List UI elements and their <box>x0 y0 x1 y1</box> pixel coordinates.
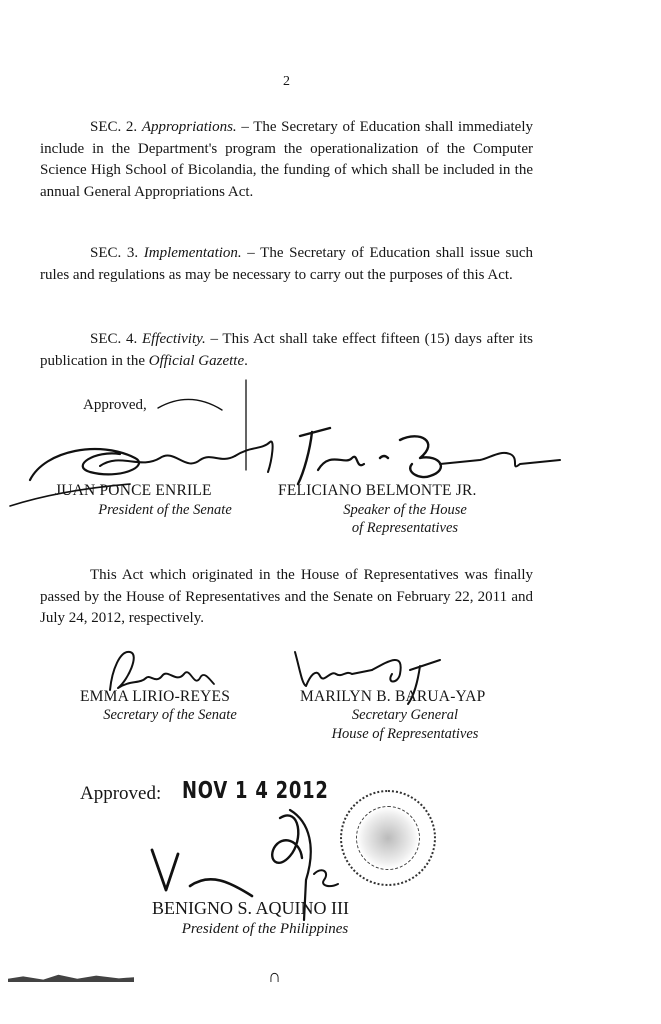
approval-date-stamp: NOV 1 4 2012 <box>182 778 329 804</box>
barua-yap-title-1: Secretary General <box>351 707 459 723</box>
president-title: President of the Philippines <box>181 921 349 937</box>
reyes-title: Secretary of the Senate <box>103 707 237 723</box>
section-2 <box>40 117 533 203</box>
enrile-name: JUAN PONCE ENRILE <box>55 482 212 499</box>
page-number: 2 <box>283 74 290 89</box>
official-gazette-ref: Official Gazette <box>148 352 245 369</box>
section-3-heading: Implementation. <box>143 245 242 261</box>
section-3 <box>40 243 533 286</box>
enrile-title: President of the Senate <box>98 502 232 518</box>
barua-yap-title-2: House of Representatives <box>331 726 479 742</box>
section-4-heading: Effectivity. <box>142 331 206 347</box>
section-4-label: SEC. 4. <box>90 331 138 347</box>
president-name: BENIGNO S. AQUINO III <box>152 898 349 918</box>
section-4-text: – This Act shall take effect fifteen (15) days after its publication in the <box>40 331 534 369</box>
scan-smudge <box>8 974 134 982</box>
section-3-text: – The Secretary of Education shall issue such rules and regulations as may be necessary to carry out the purposes of this Act. <box>40 245 533 283</box>
section-4-end: . <box>244 352 248 369</box>
section-4 <box>40 329 533 372</box>
section-2-text: – The Secretary of Education shall immediately include in the Department's program the operationalization of the Computer Science High School of Bicolandia, the funding of which shall be included in the annual General Appropriations Act. <box>40 119 534 200</box>
section-2-heading: Appropriations. <box>141 119 237 135</box>
section-3-label: SEC. 3. <box>90 245 139 261</box>
barua-yap-name: MARILYN B. BARUA-YAP <box>300 688 486 705</box>
reyes-name: EMMA LIRIO-REYES <box>80 688 231 705</box>
final-approved-label: Approved: <box>80 783 162 804</box>
footer-mark: ∩ <box>268 966 281 986</box>
belmonte-name: FELICIANO BELMONTE JR. <box>278 482 477 499</box>
section-2-label: SEC. 2. <box>90 119 138 135</box>
belmonte-title-2: of Representatives <box>351 520 459 536</box>
belmonte-title-1: Speaker of the House <box>343 502 467 518</box>
origin-statement: This Act which originated in the House of Representatives was finally passed by the House of Representatives and the Senate on February 22, 2011 and July 24, 2012, respectively. <box>40 567 533 626</box>
approved-label: Approved, <box>83 397 147 413</box>
